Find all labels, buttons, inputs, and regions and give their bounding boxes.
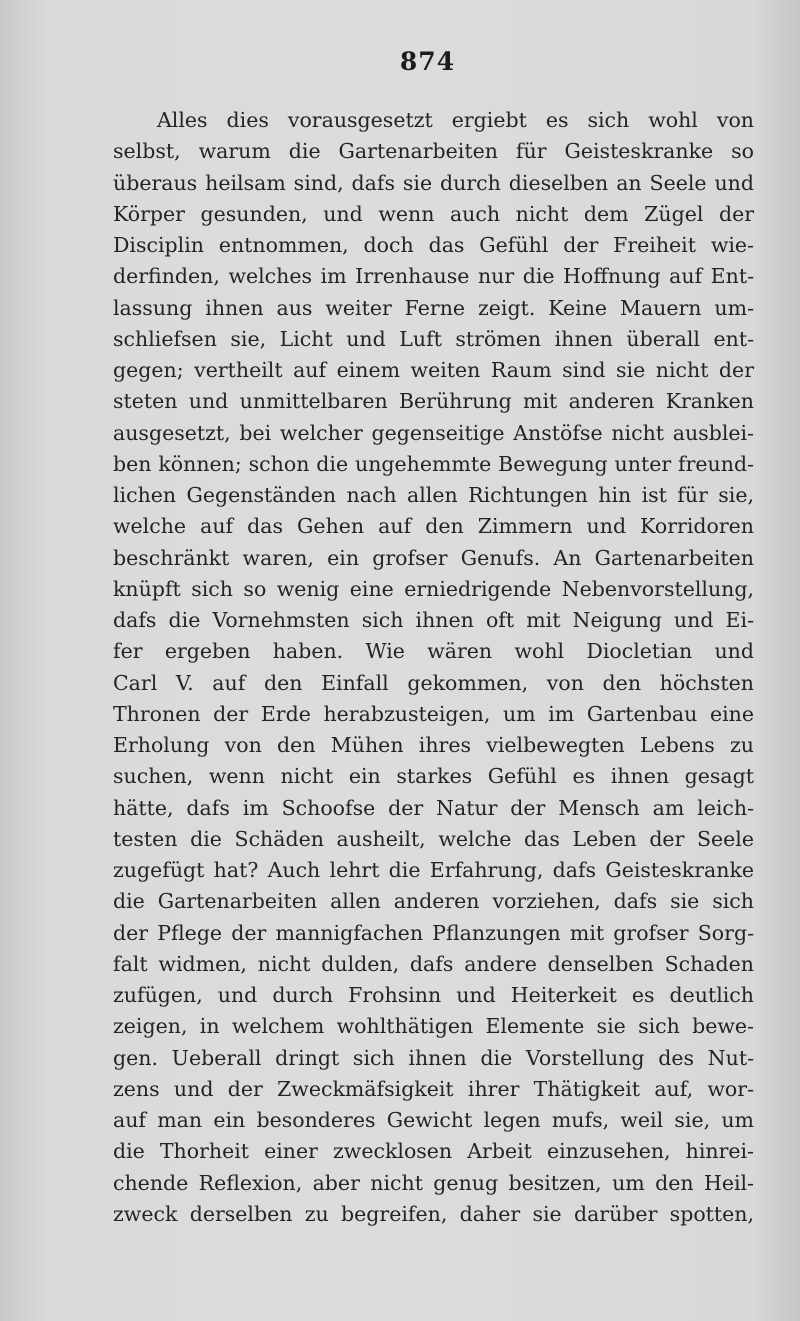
text-line: auf man ein besonderes Gewicht legen mufs, weil sie, um	[113, 1108, 754, 1132]
page-number: 874	[399, 47, 456, 76]
text-line: zens und der Zweckmäfsigkeit ihrer Thätigkeit auf, wor-	[113, 1076, 754, 1101]
text-line: Carl V. auf den Einfall gekommen, von den höchsten	[113, 670, 754, 695]
text-line: die Gartenarbeiten allen anderen vorziehen, dafs sie sich	[113, 889, 754, 914]
text-line: fer ergeben haben. Wie wären wohl Diocletian und	[113, 639, 754, 664]
text-line: Erholung von den Mühen ihres vielbewegten Lebens zu	[113, 733, 754, 757]
text-line: zugefügt hat? Auch lehrt die Erfahrung, dafs Geisteskranke	[113, 858, 754, 882]
text-line: Körper gesunden, und wenn auch nicht dem Zügel der	[113, 201, 754, 226]
text-line: gegen; vertheilt auf einem weiten Raum sind sie nicht der	[113, 358, 754, 382]
text-line: die Thorheit einer zwecklosen Arbeit einzusehen, hinrei-	[113, 1139, 754, 1164]
text-line: zeigen, in welchem wohlthätigen Elemente sie sich bewe-	[113, 1014, 754, 1039]
text-line: zweck derselben zu begreifen, daher sie darüber spotten,	[113, 1201, 754, 1226]
text-line: dafs die Vornehmsten sich ihnen oft mit Neigung und Ei-	[113, 608, 754, 632]
text-line: Alles dies vorausgesetzt ergiebt es sich wohl von	[157, 108, 754, 132]
text-line: suchen, wenn nicht ein starkes Gefühl es ihnen gesagt	[113, 764, 754, 789]
text-line: Thronen der Erde herabzusteigen, um im Gartenbau eine	[113, 701, 754, 726]
text-line: Disciplin entnommen, doch das Gefühl der Freiheit wie-	[113, 233, 754, 257]
text-line: derfinden, welches im Irrenhause nur die Hoffnung auf Ent-	[113, 264, 754, 289]
text-line: testen die Schäden ausheilt, welche das Leben der Seele	[113, 826, 754, 851]
text-line: gen. Ueberall dringt sich ihnen die Vorstellung des Nut-	[113, 1045, 754, 1070]
body-text	[113, 105, 754, 1230]
text-line: ausgesetzt, bei welcher gegenseitige Anstöfse nicht ausblei-	[113, 420, 754, 445]
text-line: falt widmen, nicht dulden, dafs andere denselben Schaden	[113, 951, 754, 976]
text-line: knüpft sich so wenig eine erniedrigende Nebenvorstellung,	[113, 576, 754, 601]
text-line: lassung ihnen aus weiter Ferne zeigt. Keine Mauern um-	[113, 295, 754, 320]
text-line: chende Reflexion, aber nicht genug besitzen, um den Heil-	[113, 1170, 754, 1195]
text-line: zufügen, und durch Frohsinn und Heiterkeit es deutlich	[113, 983, 754, 1007]
text-line: überaus heilsam sind, dafs sie durch dieselben an Seele und	[113, 170, 754, 195]
text-line: schliefsen sie, Licht und Luft strömen ihnen überall ent-	[113, 326, 754, 351]
text-line: beschränkt waren, ein grofser Genufs. An Gartenarbeiten	[113, 545, 754, 570]
text-line: steten und unmittelbaren Berührung mit anderen Kranken	[113, 389, 754, 414]
text-line: welche auf das Gehen auf den Zimmern und Korridoren	[113, 514, 754, 539]
text-line: selbst, warum die Gartenarbeiten für Geisteskranke so	[113, 139, 754, 164]
text-line: lichen Gegenständen nach allen Richtungen hin ist für sie,	[113, 483, 754, 507]
text-line: der Pflege der mannigfachen Pflanzungen mit grofser Sorg-	[113, 920, 754, 945]
text-line: ben können; schon die ungehemmte Bewegung unter freund-	[113, 451, 754, 476]
text-line: hätte, dafs im Schoofse der Natur der Mensch am leich-	[113, 795, 754, 820]
